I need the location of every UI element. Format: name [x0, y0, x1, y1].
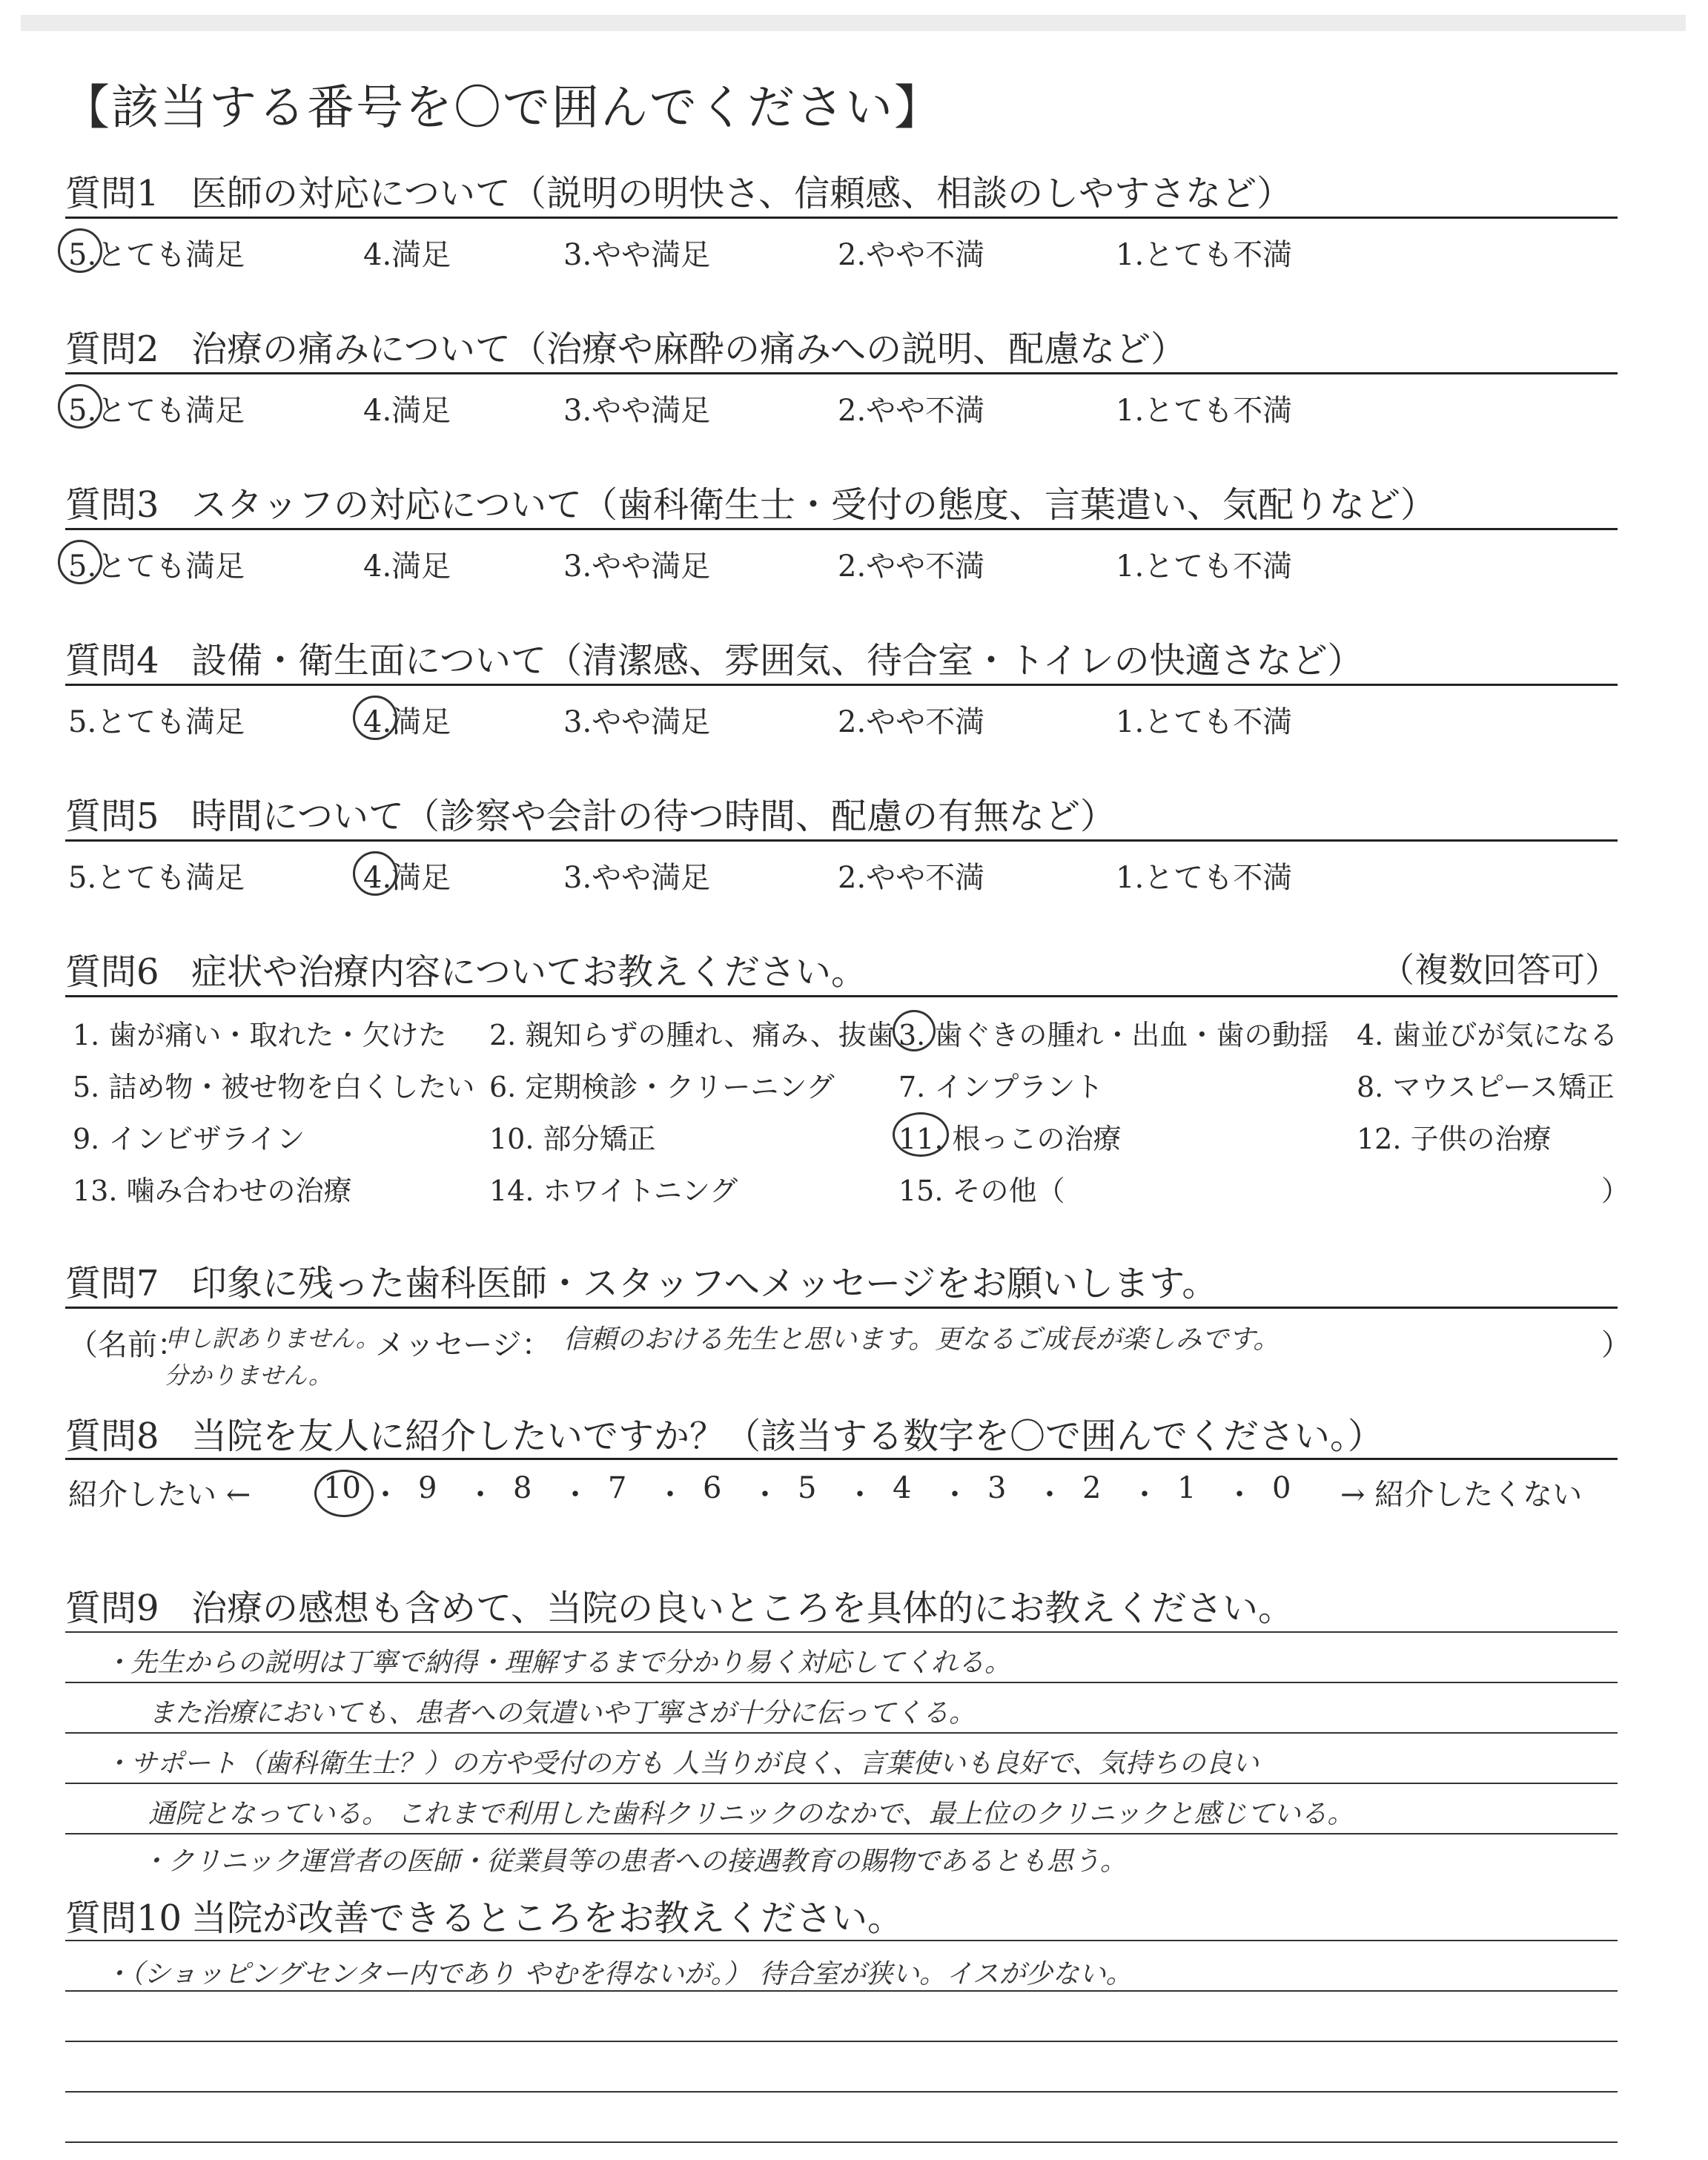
scale-option-4[interactable]: 4 — [893, 1471, 912, 1505]
q6-option-1[interactable]: 1. 歯が痛い・取れた・欠けた — [73, 1019, 447, 1051]
page-title: 【該当する番号を〇で囲んでください】 — [62, 81, 943, 136]
scale-option-6[interactable]: 6 — [703, 1471, 722, 1505]
option-4[interactable]: 4.満足 — [363, 549, 451, 584]
answer-line — [65, 1783, 1618, 1784]
q6-option-6[interactable]: 6. 定期検診・クリーニング — [489, 1071, 835, 1103]
scale-separator: ・ — [940, 1478, 970, 1512]
multiple-answers-note: （複数回答可） — [1380, 950, 1619, 990]
scale-separator: ・ — [1130, 1478, 1159, 1512]
question-rule — [65, 684, 1618, 686]
question-number: 質問5 — [65, 796, 159, 837]
option-5[interactable]: 5.とても満足 — [68, 238, 245, 272]
scale-option-3[interactable]: 3 — [987, 1471, 1007, 1505]
question-number: 質問7 — [65, 1263, 159, 1304]
selection-circle — [353, 696, 397, 740]
question-6 — [65, 943, 867, 994]
q10-answer-line-1[interactable]: ・（ショッピングセンター内であり やむを得ないが。） 待合室が狭い。イスが少ない。 — [104, 1959, 1133, 1989]
question-number: 質問4 — [65, 640, 159, 681]
option-1[interactable]: 1.とても不満 — [1116, 705, 1293, 739]
name-value-line-2[interactable]: 分かりません。 — [165, 1361, 332, 1390]
question-text: 症状や治療内容についてお教えください。 — [191, 951, 867, 993]
recommend-left-label: 紹介したい ← — [68, 1478, 251, 1512]
answer-line — [65, 1631, 1618, 1633]
scale-option-0[interactable]: 0 — [1272, 1471, 1291, 1505]
option-3[interactable]: 3.やや満足 — [563, 861, 711, 895]
option-4[interactable]: 4.満足 — [363, 238, 451, 272]
q6-option-10[interactable]: 10. 部分矯正 — [489, 1123, 656, 1155]
scale-option-1[interactable]: 1 — [1177, 1471, 1196, 1505]
q6-option-8[interactable]: 8. マウスピース矯正 — [1357, 1071, 1615, 1103]
option-2[interactable]: 2.やや不満 — [838, 861, 985, 895]
question-text: 治療の感想も含めて、当院の良いところを具体的にお教えください。 — [191, 1588, 1294, 1629]
name-label: （名前： — [68, 1328, 187, 1362]
question-rule — [65, 1307, 1618, 1309]
other-close-paren: ） — [1601, 1175, 1630, 1207]
question-number: 質問8 — [65, 1416, 159, 1457]
question-text: 設備・衛生面について（清潔感、雰囲気、待合室・トイレの快適さなど） — [191, 640, 1363, 681]
question-rule — [65, 1458, 1618, 1460]
option-1[interactable]: 1.とても不満 — [1116, 394, 1293, 428]
question-9 — [65, 1579, 1294, 1631]
question-number: 質問9 — [65, 1588, 159, 1629]
option-4[interactable]: 4.満足 — [363, 705, 451, 739]
selection-circle — [58, 228, 102, 273]
question-rule — [65, 995, 1618, 997]
question-10 — [65, 1889, 903, 1941]
q6-option-15[interactable]: 15. その他（ — [898, 1175, 1065, 1207]
message-close-paren: ） — [1601, 1328, 1631, 1362]
scale-separator: ・ — [560, 1478, 590, 1512]
scale-separator: ・ — [371, 1478, 400, 1512]
question-number: 質問3 — [65, 484, 159, 526]
question-number: 質問2 — [65, 328, 159, 370]
answer-line — [65, 1833, 1618, 1834]
q9-answer-line-1[interactable]: ・先生からの説明は丁寧で納得・理解するまで分かり易く対応してくれる。 — [104, 1648, 1012, 1678]
scale-separator: ・ — [845, 1478, 875, 1512]
scale-separator: ・ — [655, 1478, 685, 1512]
q6-option-12[interactable]: 12. 子供の治療 — [1357, 1123, 1552, 1155]
q9-answer-line-4[interactable]: 通院となっている。 これまで利用した歯科クリニックのなかで、最上位のクリニックと感じている。 — [148, 1799, 1354, 1829]
option-3[interactable]: 3.やや満足 — [563, 394, 711, 428]
question-4 — [65, 632, 1363, 683]
option-5[interactable]: 5.とても満足 — [68, 549, 245, 584]
selection-circle — [893, 1112, 949, 1157]
q6-option-11[interactable]: 11. 根っこの治療 — [898, 1123, 1122, 1155]
scale-option-8[interactable]: 8 — [513, 1471, 532, 1505]
option-3[interactable]: 3.やや満足 — [563, 705, 711, 739]
q9-answer-line-3[interactable]: ・サポート（歯科衛生士？）の方や受付の方も 人当りが良く、言葉使いも良好で、気持ちの良い — [104, 1748, 1260, 1779]
question-text: 印象に残った歯科医師・スタッフへメッセージをお願いします。 — [191, 1263, 1218, 1304]
q6-option-3[interactable]: 3. 歯ぐきの腫れ・出血・歯の動揺 — [898, 1019, 1329, 1051]
question-7 — [65, 1255, 1217, 1306]
question-5 — [65, 787, 1116, 839]
question-text: 治療の痛みについて（治療や麻酔の痛みへの説明、配慮など） — [191, 328, 1187, 370]
scale-separator: ・ — [750, 1478, 780, 1512]
q6-option-14[interactable]: 14. ホワイトニング — [489, 1175, 738, 1207]
scale-option-2[interactable]: 2 — [1082, 1471, 1102, 1505]
option-4[interactable]: 4.満足 — [363, 394, 451, 428]
option-1[interactable]: 1.とても不満 — [1116, 861, 1293, 895]
name-value[interactable]: 申し訳ありません。 — [165, 1324, 380, 1353]
scale-option-10[interactable]: 10 — [323, 1471, 361, 1505]
option-2[interactable]: 2.やや不満 — [838, 705, 985, 739]
option-2[interactable]: 2.やや不満 — [838, 238, 985, 272]
q6-option-13[interactable]: 13. 噛み合わせの治療 — [73, 1175, 352, 1207]
option-2[interactable]: 2.やや不満 — [838, 549, 985, 584]
scale-option-9[interactable]: 9 — [418, 1471, 437, 1505]
q6-option-7[interactable]: 7. インプラント — [898, 1071, 1104, 1103]
scale-separator: ・ — [1035, 1478, 1065, 1512]
option-1[interactable]: 1.とても不満 — [1116, 549, 1293, 584]
q6-option-2[interactable]: 2. 親知らずの腫れ、痛み、抜歯 — [489, 1019, 895, 1051]
message-value[interactable]: 信頼のおける先生と思います。更なるご成長が楽しみです。 — [563, 1324, 1280, 1355]
question-number: 質問10 — [65, 1898, 182, 1939]
q6-option-4[interactable]: 4. 歯並びが気になる — [1357, 1019, 1618, 1051]
option-3[interactable]: 3.やや満足 — [563, 238, 711, 272]
option-2[interactable]: 2.やや不満 — [838, 394, 985, 428]
q9-answer-line-5[interactable]: ・クリニック運営者の医師・従業員等の患者への接遇教育の賜物であるとも思う。 — [141, 1846, 1127, 1877]
question-number: 質問1 — [65, 173, 159, 214]
option-4[interactable]: 4.満足 — [363, 861, 451, 895]
answer-line — [65, 1940, 1618, 1941]
question-1 — [65, 165, 1292, 216]
selection-circle — [353, 851, 397, 896]
scale-separator: ・ — [466, 1478, 495, 1512]
answer-line — [65, 1732, 1618, 1734]
message-label: メッセージ： — [375, 1328, 552, 1362]
question-2 — [65, 320, 1186, 371]
scale-option-5[interactable]: 5 — [798, 1471, 817, 1505]
question-rule — [65, 528, 1618, 530]
selection-circle — [58, 540, 102, 584]
question-text: 当院を友人に紹介したいですか？（該当する数字を〇で囲んでください。） — [191, 1416, 1384, 1457]
option-5[interactable]: 5.とても満足 — [68, 394, 245, 428]
question-text: スタッフの対応について（歯科衛生士・受付の態度、言葉遣い、気配りなど） — [191, 484, 1437, 526]
question-rule — [65, 839, 1618, 842]
question-rule — [65, 217, 1618, 219]
selection-circle — [58, 384, 102, 429]
scale-separator: ・ — [1225, 1478, 1254, 1512]
q6-option-9[interactable]: 9. インビザライン — [73, 1123, 305, 1155]
option-5[interactable]: 5.とても満足 — [68, 861, 245, 895]
answer-line — [65, 2141, 1618, 2143]
selection-circle — [314, 1470, 374, 1517]
recommend-right-label: → 紹介したくない — [1340, 1478, 1583, 1512]
top-border — [21, 15, 1686, 31]
question-text: 医師の対応について（説明の明快さ、信頼感、相談のしやすさなど） — [191, 173, 1293, 214]
selection-circle — [893, 1010, 936, 1051]
question-text: 当院が改善できるところをお教えください。 — [191, 1898, 904, 1939]
option-3[interactable]: 3.やや満足 — [563, 549, 711, 584]
question-rule — [65, 372, 1618, 374]
q9-answer-line-2[interactable]: また治療においても、患者への気遣いや丁寧さが十分に伝ってくる。 — [148, 1698, 976, 1728]
answer-line — [65, 2091, 1618, 2093]
scale-option-7[interactable]: 7 — [608, 1471, 627, 1505]
answer-line — [65, 1682, 1618, 1683]
question-text: 時間について（診察や会計の待つ時間、配慮の有無など） — [191, 796, 1116, 837]
question-8 — [65, 1407, 1383, 1459]
q6-option-5[interactable]: 5. 詰め物・被せ物を白くしたい — [73, 1071, 475, 1103]
question-3 — [65, 476, 1436, 527]
option-5[interactable]: 5.とても満足 — [68, 705, 245, 739]
option-1[interactable]: 1.とても不満 — [1116, 238, 1293, 272]
answer-line — [65, 2041, 1618, 2042]
question-number: 質問6 — [65, 951, 159, 993]
